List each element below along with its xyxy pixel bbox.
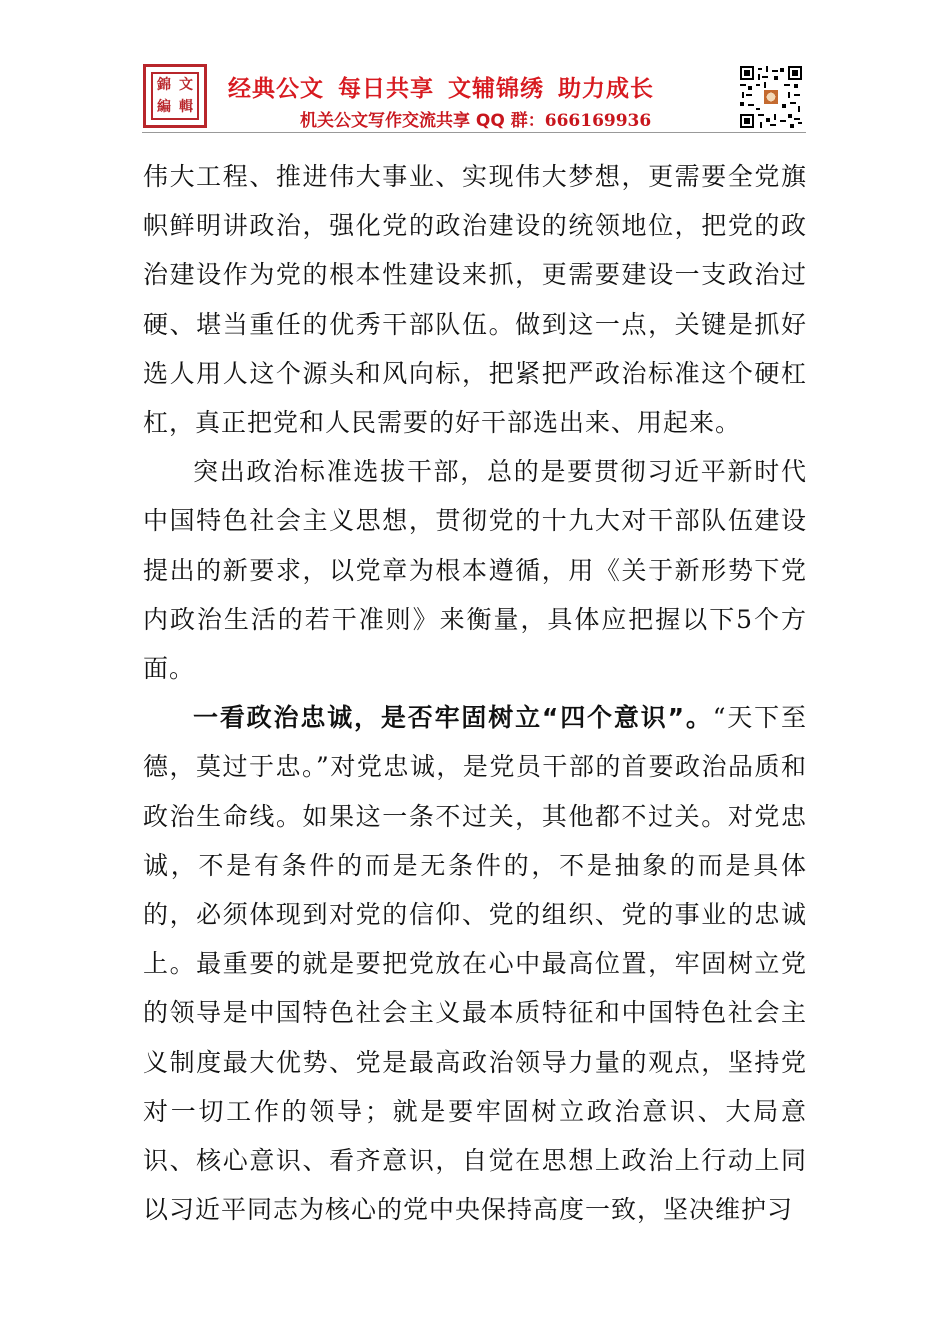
header-slogan — [228, 70, 668, 103]
slogan-part: 助力成长 — [558, 76, 654, 102]
qq-group-line — [300, 106, 651, 131]
qr-code-icon — [740, 66, 802, 128]
qq-group-label: 机关公文写作交流共享 QQ 群： — [300, 111, 545, 131]
logo-seal — [143, 64, 207, 128]
logo-glyph: 輯 — [179, 99, 193, 115]
section-heading: 一看政治忠诚，是否牢固树立“四个意识”。 — [193, 703, 713, 733]
slogan-part: 经典公文 — [228, 76, 324, 102]
paragraph-text: “天下至德，莫过于忠。”对党忠诚，是党员干部的首要政治品质和政治生命线。如果这一条不过关，其他都不过关。对党忠诚，不是有条件的而是无条件的，不是抽象的而是具体的，必须体现到对党的信仰、党的组织、党的事业的忠诚上。最重要的就是要把党放在心中最高位置，牢固树立党的领导是中国特色社会主义最本质特征和中国特色社会主义制度最大优势、党是最高政治领导力量的观点，坚持党对一切工作的领导；就是要牢固树立政治意识、大局意识、核心意识、看齐意识，自觉在思想上政治上行动上同以习近平同志为核心的党中央保持高度一致，坚决维护习 — [143, 703, 807, 1225]
page-header — [0, 0, 950, 140]
paragraph: 突出政治标准选拔干部，总的是要贯彻习近平新时代中国特色社会主义思想，贯彻党的十九大对干部队伍建设提出的新要求，以党章为根本遵循，用《关于新形势下党内政治生活的若干准则》来衡量，具体应把握以下5个方面。 — [143, 457, 807, 684]
logo-glyph: 錦 — [157, 77, 171, 93]
paragraph — [143, 693, 807, 1234]
header-divider — [142, 132, 806, 133]
document-body — [143, 152, 807, 1234]
slogan-part: 每日共享 — [338, 76, 434, 102]
logo-glyph: 編 — [157, 99, 171, 115]
slogan-part: 文辅锦绣 — [448, 76, 544, 102]
logo-glyph: 文 — [179, 77, 193, 93]
paragraph: 伟大工程、推进伟大事业、实现伟大梦想，更需要全党旗帜鲜明讲政治，强化党的政治建设的统领地位，把党的政治建设作为党的根本性建设来抓，更需要建设一支政治过硬、堪当重任的优秀干部队伍。做到这一点，关键是抓好选人用人这个源头和风向标，把紧把严政治标准这个硬杠杠，真正把党和人民需要的好干部选出来、用起来。 — [143, 162, 807, 438]
qq-group-number: 666169936 — [544, 111, 652, 131]
